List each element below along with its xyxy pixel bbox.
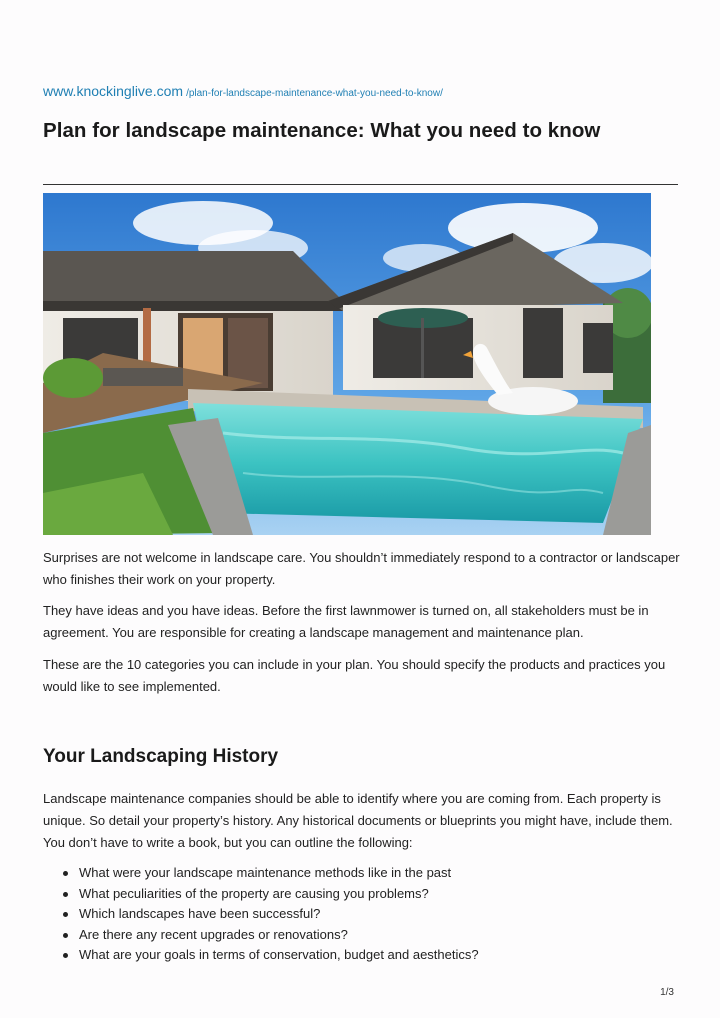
bullet-icon	[63, 871, 68, 876]
section-heading: Your Landscaping History	[43, 746, 279, 767]
list-item	[43, 904, 683, 925]
hero-image-villa-pool	[43, 193, 651, 535]
list-item	[43, 925, 683, 946]
intro-paragraph-3: These are the 10 categories you can include in your plan. You should specify the products and practices you would like to see implemented.	[43, 657, 666, 694]
intro-paragraph-2: They have ideas and you have ideas. Before the first lawnmower is turned on, all stakeholders must be in agreement. You are responsible for creating a landscape management and maintenance plan.	[43, 603, 649, 640]
page-title: Plan for landscape maintenance: What you need to know	[43, 119, 601, 142]
intro-paragraph-1: Surprises are not welcome in landscape care. You shouldn’t immediately respond to a contractor or landscaper who finishes their work on your property.	[43, 550, 680, 587]
list-item	[43, 884, 683, 905]
list-item-text: What peculiarities of the property are causing you problems?	[79, 885, 429, 901]
list-item	[43, 945, 683, 966]
source-domain-link[interactable]: www.knockinglive.com	[43, 83, 184, 99]
bullet-icon	[63, 933, 68, 938]
section-paragraph: Landscape maintenance companies should be able to identify where you are coming from. Each property is unique. So detail your property’s history. Any historical documents or blueprints you might have, include them. You don’t have to write a book, but you can outline the following:	[43, 791, 673, 850]
list-item	[43, 863, 683, 884]
bullet-icon	[63, 912, 68, 917]
bullet-icon	[63, 892, 68, 897]
list-item-text: Are there any recent upgrades or renovations?	[79, 926, 348, 942]
page-number: 1/3	[660, 987, 674, 998]
history-bullet-list	[43, 863, 683, 966]
list-item-text: What are your goals in terms of conservation, budget and aesthetics?	[79, 947, 479, 962]
list-item-text: Which landscapes have been successful?	[79, 906, 321, 921]
source-path-link[interactable]: /plan-for-landscape-maintenance-what-you-need-to-know/	[186, 88, 443, 99]
title-divider	[43, 184, 678, 185]
list-item-text: What were your landscape maintenance methods like in the past	[79, 865, 452, 880]
source-url	[43, 83, 443, 101]
bullet-icon	[63, 953, 68, 958]
